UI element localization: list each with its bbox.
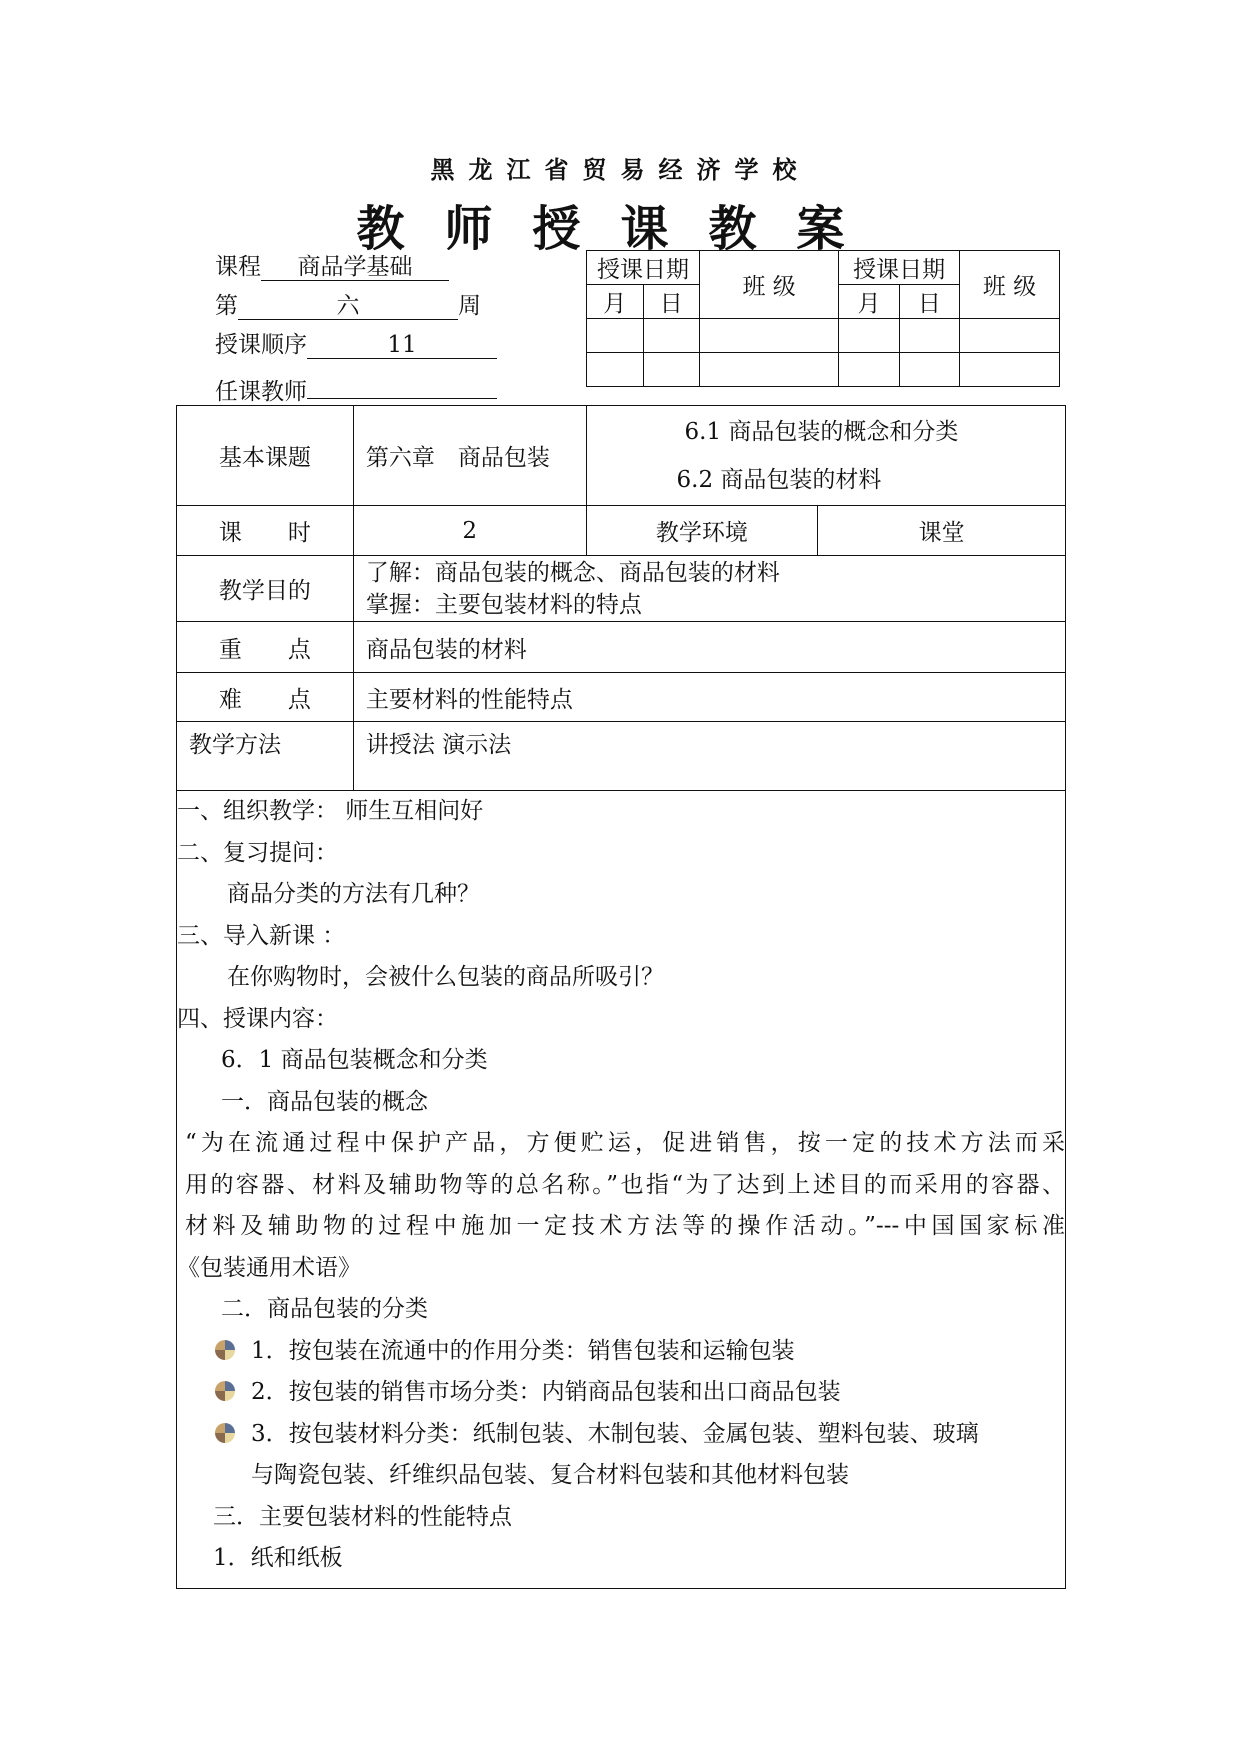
week-value: 六 bbox=[238, 291, 458, 320]
week-suffix: 周 bbox=[458, 293, 481, 319]
teaching-content bbox=[177, 791, 1066, 1589]
intro-question: 在你购物时，会被什么包装的商品所吸引？ bbox=[227, 964, 664, 990]
month-header-1: 月 bbox=[587, 285, 644, 319]
week-prefix: 第 bbox=[215, 293, 238, 319]
definition-line: 用的容器、材料及辅助物等的总名称。”也指“为了达到上述目的而采用的容器、 bbox=[185, 1171, 1065, 1198]
goal-content bbox=[353, 556, 1065, 622]
schedule-cell bbox=[700, 353, 839, 387]
section-intro: 三、导入新课 ： bbox=[177, 922, 346, 949]
classification-item-text: 1．按包装在流通中的作用分类：销售包装和运输包装 bbox=[251, 1337, 795, 1364]
subheading-concept: 一．商品包装的概念 bbox=[221, 1088, 428, 1115]
classification-item-text-cont: 与陶瓷包装、纤维织品包装、复合材料包装和其他材料包装 bbox=[251, 1462, 849, 1488]
schedule-cell bbox=[839, 319, 899, 353]
teacher-line bbox=[215, 370, 497, 407]
subheading-classification: 二．商品包装的分类 bbox=[221, 1296, 428, 1322]
schedule-cell bbox=[587, 319, 644, 353]
order-label: 授课顺序 bbox=[215, 332, 307, 358]
schedule-cell bbox=[960, 353, 1060, 387]
topic-label: 基本课题 bbox=[177, 406, 354, 506]
schedule-cell bbox=[643, 319, 700, 353]
section-review: 二、复习提问： bbox=[177, 839, 338, 866]
class-header-1: 班 级 bbox=[700, 251, 839, 319]
class-header-2: 班 级 bbox=[960, 251, 1060, 319]
review-question: 商品分类的方法有几种？ bbox=[227, 881, 480, 907]
difficulty-label: 难 点 bbox=[177, 673, 354, 722]
schedule-cell bbox=[643, 353, 700, 387]
order-line bbox=[215, 330, 497, 360]
section-content: 四、授课内容： bbox=[177, 1005, 338, 1032]
lesson-plan-table bbox=[176, 405, 1066, 1589]
section-organize: 一、组织教学： 师生互相问好 bbox=[177, 798, 484, 824]
goal-line-1: 了解：商品包装的概念、商品包装的材料 bbox=[365, 559, 780, 586]
key-label: 重 点 bbox=[177, 622, 354, 673]
subheading-materials: 三．主要包装材料的性能特点 bbox=[213, 1503, 512, 1530]
definition-line: 材料及辅助物的过程中施加一定技术方法等的操作活动。”---中国国家标准 bbox=[185, 1213, 1065, 1239]
date-header-2: 授课日期 bbox=[839, 251, 960, 285]
key-value: 商品包装的材料 bbox=[353, 622, 1065, 673]
teacher-value bbox=[307, 370, 497, 399]
pie-bullet-icon bbox=[215, 1381, 235, 1401]
classification-item bbox=[177, 1372, 1065, 1414]
course-label: 课程 bbox=[215, 254, 261, 280]
classification-item bbox=[177, 1414, 1065, 1497]
course-line bbox=[215, 252, 449, 282]
hours-value: 2 bbox=[353, 506, 586, 556]
schedule-cell bbox=[700, 319, 839, 353]
topic-chapter: 第六章 商品包装 bbox=[353, 406, 586, 506]
teacher-label: 任课教师 bbox=[215, 379, 307, 405]
document-title: 教师授课教案 bbox=[356, 201, 885, 257]
schedule-cell bbox=[899, 353, 959, 387]
classification-item-text: 3．按包装材料分类：纸制包装、木制包装、金属包装、塑料包装、玻璃 bbox=[251, 1420, 979, 1447]
order-value: 11 bbox=[307, 330, 497, 359]
pie-bullet-icon bbox=[215, 1340, 235, 1360]
section-6-1-heading: 6．1 商品包装概念和分类 bbox=[221, 1047, 488, 1073]
difficulty-value: 主要材料的性能特点 bbox=[353, 673, 1065, 722]
schedule-cell bbox=[587, 353, 644, 387]
method-value: 讲授法 演示法 bbox=[353, 722, 1065, 791]
day-header-1: 日 bbox=[643, 285, 700, 319]
week-line bbox=[215, 291, 481, 321]
school-name: 黑龙江省贸易经济学校 bbox=[430, 155, 811, 184]
date-header-1: 授课日期 bbox=[587, 251, 700, 285]
env-label: 教学环境 bbox=[586, 506, 818, 556]
month-header-2: 月 bbox=[839, 285, 899, 319]
method-label: 教学方法 bbox=[177, 722, 354, 791]
schedule-cell bbox=[839, 353, 899, 387]
topic-sections bbox=[586, 406, 1065, 506]
hours-label: 课 时 bbox=[177, 506, 354, 556]
goal-line-2: 掌握：主要包装材料的特点 bbox=[365, 591, 642, 618]
schedule-table bbox=[586, 250, 1060, 387]
schedule-cell bbox=[899, 319, 959, 353]
topic-section-2: 6.2 商品包装的材料 bbox=[676, 466, 882, 493]
day-header-2: 日 bbox=[899, 285, 959, 319]
definition-source: 《包装通用术语》 bbox=[177, 1254, 361, 1281]
env-value: 课堂 bbox=[818, 506, 1066, 556]
classification-item-text: 2．按包装的销售市场分类：内销商品包装和出口商品包装 bbox=[251, 1379, 841, 1405]
course-value: 商品学基础 bbox=[261, 252, 449, 281]
pie-bullet-icon bbox=[215, 1423, 235, 1443]
schedule-cell bbox=[960, 319, 1060, 353]
classification-item bbox=[177, 1331, 1065, 1373]
topic-section-1: 6.1 商品包装的概念和分类 bbox=[684, 418, 959, 445]
material-item-paper: 1．纸和纸板 bbox=[213, 1545, 343, 1571]
definition-line: “为在流通过程中保护产品，方便贮运，促进销售，按一定的技术方法而采 bbox=[185, 1130, 1065, 1156]
goal-label: 教学目的 bbox=[177, 556, 354, 622]
